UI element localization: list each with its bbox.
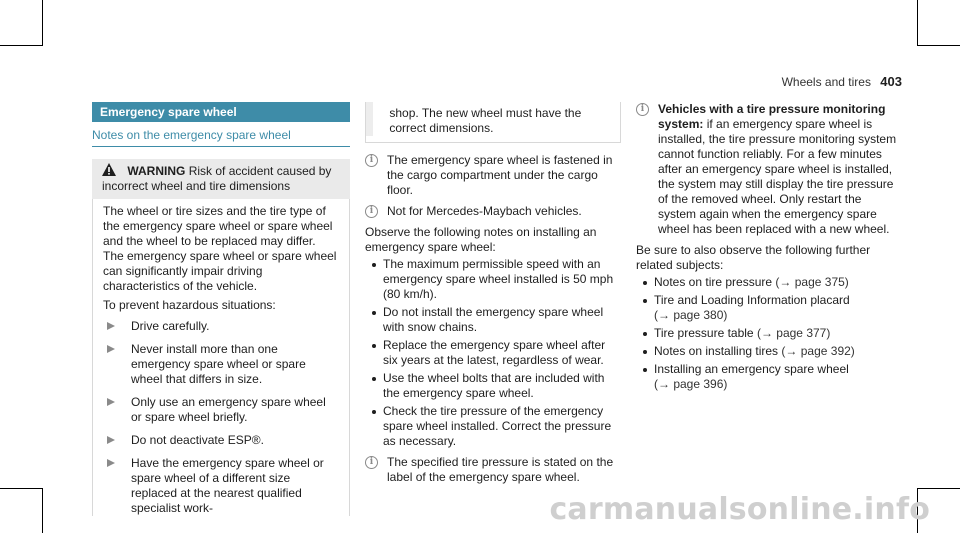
bullet-list [365, 257, 621, 449]
info-icon: i [365, 456, 378, 469]
list-item: Replace the emergency spare wheel after six years at the latest, regardless of wear. [365, 338, 621, 368]
crop-mark [42, 488, 43, 533]
arrow-right-icon [107, 345, 115, 353]
info-icon: i [636, 103, 649, 116]
list-item [103, 456, 339, 516]
page-number: 403 [880, 74, 902, 89]
crop-mark [917, 0, 918, 46]
list-item [103, 395, 339, 425]
list-item: Check the tire pressure of the emergency spare wheel installed. Correct the pressure as necessary. [365, 404, 621, 449]
note [365, 153, 621, 198]
warning-body [92, 199, 350, 516]
header-title: Wheels and tires [781, 75, 871, 89]
also-text: Be sure to also observe the following further related subjects: [636, 243, 871, 272]
right-column [636, 102, 898, 395]
crop-mark [917, 488, 960, 489]
list-item: The maximum permissible speed with an emergency spare wheel installed is 50 mph (80 km/h). [365, 257, 621, 302]
step-text: Only use an emergency spare wheel or spare wheel briefly. [131, 395, 326, 424]
link-list [636, 275, 898, 392]
info-icon: i [365, 154, 378, 167]
step-list [103, 319, 339, 516]
warning-text: Risk of accident caused by incorrect wheel and tire dimensions [102, 164, 332, 193]
list-item [103, 342, 339, 387]
list-item[interactable] [636, 275, 898, 290]
list-item[interactable] [636, 326, 898, 341]
list-item[interactable] [636, 362, 898, 392]
warning-header [92, 159, 350, 199]
warning-continued [365, 102, 621, 143]
link-text[interactable]: Notes on installing tires [654, 344, 779, 358]
page-ref[interactable]: (→ page 396) [654, 377, 728, 391]
note-text: Not for Mercedes-Maybach vehicles. [387, 204, 582, 218]
step-text: Never install more than one emergency spare wheel or spare wheel that differs in size. [131, 342, 306, 386]
list-item [103, 433, 339, 448]
warning-strip [366, 102, 373, 136]
arrow-right-icon [107, 322, 115, 330]
note-text: The specified tire pressure is stated on the label of the emergency spare wheel. [387, 455, 614, 484]
note [365, 455, 621, 485]
left-column [92, 102, 350, 524]
arrow-right-icon [107, 398, 115, 406]
step-text: Do not deactivate ESP®. [131, 433, 264, 447]
step-text: Drive carefully. [131, 319, 210, 333]
link-text[interactable]: Tire pressure table [654, 326, 754, 340]
middle-column [365, 102, 621, 491]
section-title: Emergency spare wheel [92, 102, 350, 122]
list-item: Do not install the emergency spare wheel with snow chains. [365, 305, 621, 335]
warning-label: WARNING [127, 164, 186, 178]
note-text: The emergency spare wheel is fastened in the cargo compartment under the cargo floor. [387, 153, 613, 197]
note [365, 204, 621, 219]
info-icon: i [365, 205, 378, 218]
observe-text: Observe the following notes on installing an emergency spare wheel: [365, 225, 597, 254]
crop-mark [0, 45, 42, 46]
arrow-right-icon [107, 436, 115, 444]
step-text: Have the emergency spare wheel or spare wheel of a different size replaced at the nearest qualified specialist work- [131, 456, 324, 515]
link-text[interactable]: Notes on tire pressure [654, 275, 773, 289]
arrow-right-icon [107, 459, 115, 467]
page-ref[interactable]: (→ page 380) [654, 308, 728, 322]
prevent-text: To prevent hazardous situations: [103, 298, 276, 312]
continued-text: shop. The new wheel must have the correct dimensions. [389, 106, 582, 135]
watermark: carmanualsonline.info [549, 492, 930, 527]
crop-mark [917, 45, 960, 46]
list-item[interactable] [636, 293, 898, 323]
link-text[interactable]: Tire and Loading Information placard [654, 293, 850, 307]
note-bold: Vehicles with a tire pressure monitoring system: [658, 102, 886, 131]
list-item[interactable] [636, 344, 898, 359]
warning-triangle-icon [102, 163, 116, 176]
list-item [103, 319, 339, 334]
note [636, 102, 898, 237]
running-header [782, 74, 902, 89]
list-item: Use the wheel bolts that are included with the emergency spare wheel. [365, 371, 621, 401]
warning-paragraph: The wheel or tire sizes and the tire type of the emergency spare wheel or spare wheel and the wheel to be replaced may differ. The emergency spare wheel or spare wheel can significantly impair driving characteristics of the vehicle. [103, 204, 337, 293]
crop-mark [0, 488, 42, 489]
crop-mark [42, 0, 43, 46]
subheading: Notes on the emergency spare wheel [92, 128, 350, 147]
page-ref[interactable]: (→ page 377) [756, 326, 831, 340]
page-ref[interactable]: (→ page 375) [775, 275, 849, 289]
page-ref[interactable]: (→ page 392) [781, 344, 855, 358]
link-text[interactable]: Installing an emergency spare wheel [654, 362, 849, 376]
note-text: if an emergency spare wheel is installed, the tire pressure monitoring system cannot function reliably. For a few minutes after an emergency spare wheel is installed, the system may still display the tire pressure of the removed wheel. Only restart the system again when the emergency spare wheel has been replaced with a new wheel. [658, 117, 897, 236]
